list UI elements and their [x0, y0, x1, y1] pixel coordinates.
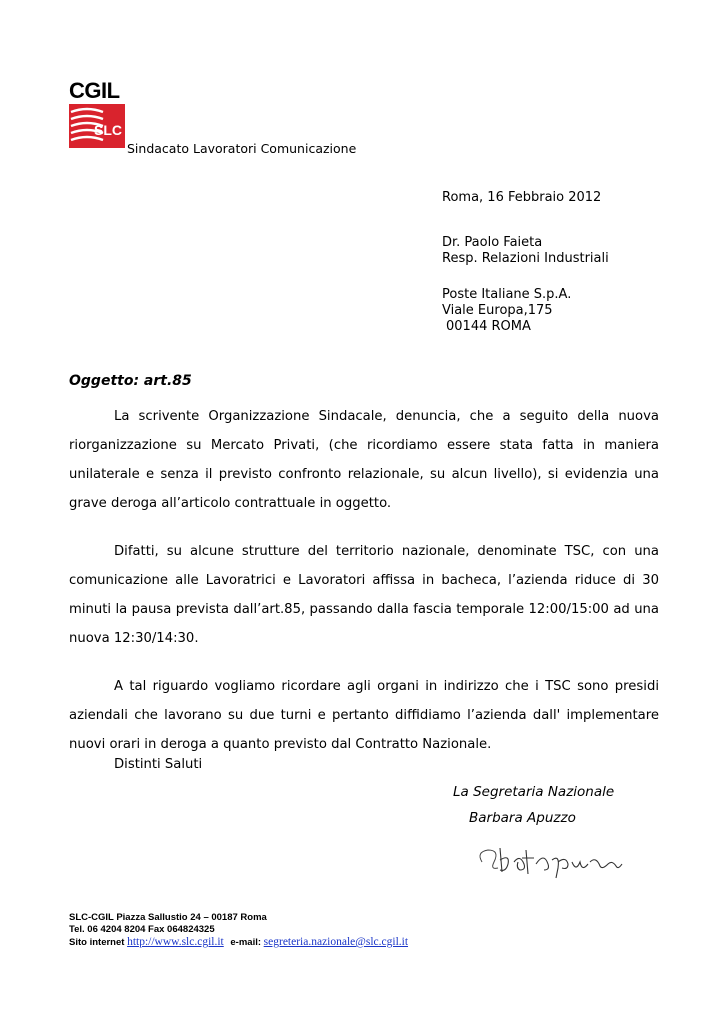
letter-subject: Oggetto: art.85: [69, 373, 192, 389]
recipient-street: Viale Europa,175: [442, 303, 553, 318]
recipient-role: Resp. Relazioni Industriali: [442, 251, 609, 266]
logo-cgil-text: CGIL: [69, 78, 120, 103]
body-paragraph-3: A tal riguardo vogliamo ricordare agli organi in indirizzo che i TSC sono presidi aziendali che lavorano su due turni e pertanto diffidiamo l’azienda dall' implementare nuovi orari in deroga a quanto previsto dal Contratto Nazionale.: [69, 679, 659, 752]
recipient-name: Dr. Paolo Faieta: [442, 235, 543, 250]
footer-address: SLC-CGIL Piazza Sallustio 24 – 00187 Roma: [69, 912, 267, 923]
website-link[interactable]: http://www.slc.cgil.it: [127, 936, 224, 948]
body-paragraph-2: Difatti, su alcune strutture del territorio nazionale, denominate TSC, con una comunicazione alle Lavoratrici e Lavoratori affissa in bacheca, l’azienda riduce di 30 minuti la pausa prevista dall’art.85, passando dalla fascia temporale 12:00/15:00 ad una nuova 12:30/14:30.: [69, 544, 659, 646]
footer-phone: Tel. 06 4204 8204 Fax 064824325: [69, 924, 215, 935]
handwritten-signature: [470, 840, 630, 885]
footer-site-label: Sito internet: [69, 937, 125, 948]
recipient-company: Poste Italiane S.p.A.: [442, 287, 572, 302]
email-link[interactable]: segreteria.nazionale@slc.cgil.it: [263, 936, 409, 948]
closing-greeting: Distinti Saluti: [114, 757, 203, 772]
recipient-city: 00144 ROMA: [446, 319, 531, 334]
footer-contacts: [69, 936, 408, 949]
letter-date: Roma, 16 Febbraio 2012: [442, 190, 602, 205]
body-paragraph-1: La scrivente Organizzazione Sindacale, denuncia, che a seguito della nuova riorganizzazione su Mercato Privati, (che ricordiamo essere stata fatta in maniera unilaterale e senza il previsto confronto relazionale, su alcun livello), si evidenzia una grave deroga all’articolo contrattuale in oggetto.: [69, 409, 659, 511]
cgil-slc-logo: [69, 80, 127, 152]
logo-slc-text: SLC: [94, 122, 122, 138]
org-name: Sindacato Lavoratori Comunicazione: [127, 141, 357, 156]
footer-email-label: e-mail:: [230, 937, 262, 948]
logo-slc-mark: [69, 104, 125, 148]
signoff-title: La Segretaria Nazionale: [453, 784, 615, 800]
signoff-name: Barbara Apuzzo: [469, 810, 576, 826]
